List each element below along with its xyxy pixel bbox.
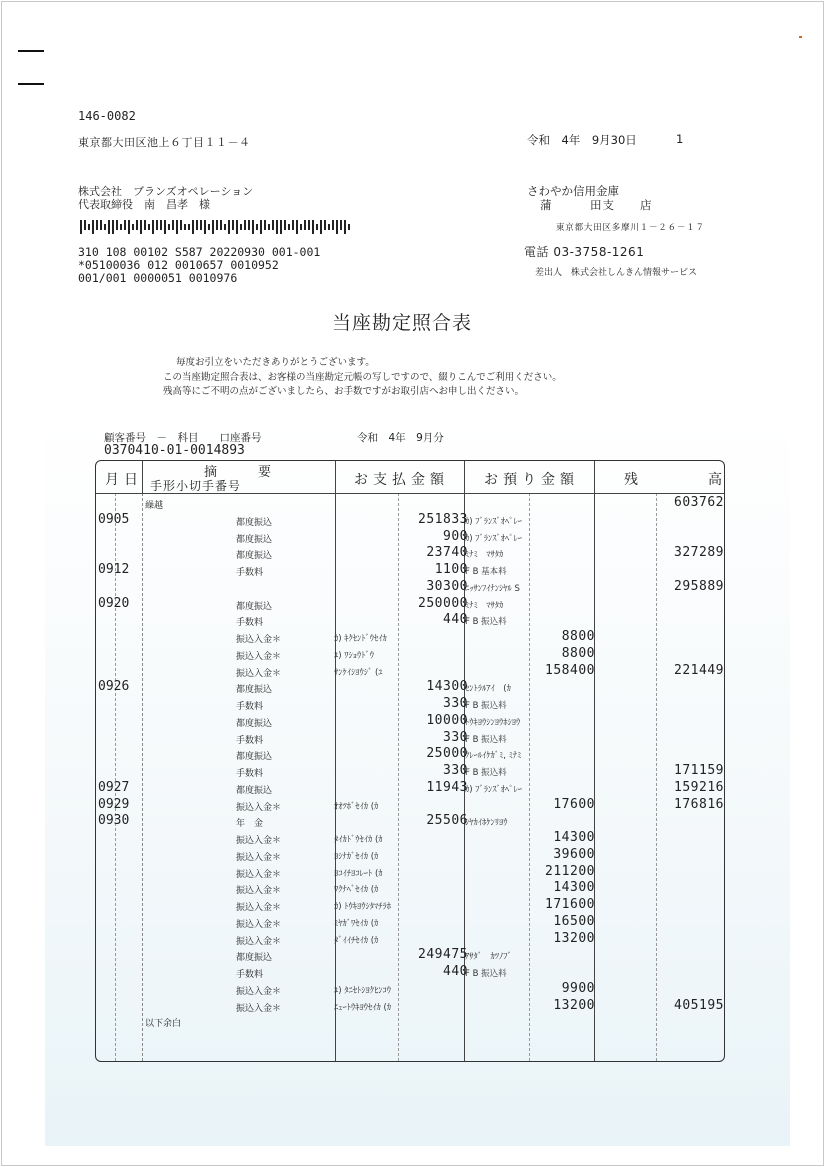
row-deposit: 171600 — [545, 897, 595, 912]
barcode-bar — [168, 224, 170, 230]
row-summary: 振込入金＊ — [236, 1003, 282, 1014]
table-row — [96, 529, 726, 546]
barcode-bar — [316, 224, 318, 230]
row-deposit: 8800 — [561, 629, 595, 644]
barcode-bar — [124, 220, 126, 230]
row-month-day: 0920 — [98, 595, 130, 611]
row-summary: 年 金 — [236, 819, 264, 830]
row-balance: 327289 — [674, 545, 724, 561]
row-summary: 振込入金＊ — [236, 986, 282, 997]
barcode-bar — [100, 220, 102, 230]
row-memo: F B 基本料 — [465, 567, 507, 577]
barcode-bar — [128, 220, 130, 234]
barcode-bar — [240, 224, 242, 230]
row-summary: 振込入金＊ — [236, 919, 282, 930]
barcode-bar — [312, 220, 314, 234]
row-balance: 221449 — [674, 662, 724, 678]
barcode-bar — [260, 220, 262, 234]
barcode-bar — [340, 220, 342, 230]
row-summary: 都度振込 — [236, 685, 273, 696]
row-balance: 295889 — [674, 578, 724, 594]
row-summary: 振込入金＊ — [236, 836, 282, 846]
recipient-company: 株式会社 ブランズオペレーション — [78, 185, 254, 198]
row-payment: 900 — [443, 528, 468, 544]
barcode-bar — [324, 220, 326, 230]
account-number: 0370410-01-0014893 — [104, 443, 245, 458]
barcode-bar — [280, 220, 282, 234]
row-memo: ﾀﾞｲｲﾁｾｲｶ (ｶ — [334, 935, 379, 946]
row-summary: 繰越 — [145, 501, 164, 511]
barcode-bar — [96, 220, 98, 230]
table-row — [96, 495, 726, 512]
barcode-bar — [276, 220, 278, 234]
table-row — [96, 579, 726, 596]
row-balance: 176816 — [674, 796, 724, 812]
barcode-bar — [188, 224, 190, 230]
row-memo: F B 振込料 — [465, 734, 507, 745]
barcode-bar — [204, 220, 206, 234]
barcode-bar — [192, 220, 194, 234]
fold-mark-top — [18, 50, 44, 52]
barcode-bar — [244, 220, 246, 230]
row-payment: 251833 — [418, 511, 468, 527]
barcode-bar — [132, 224, 134, 230]
col-header-summary-sub: 手形小切手番号 — [150, 479, 242, 493]
barcode-bar — [212, 220, 214, 234]
row-deposit: 158400 — [545, 662, 595, 678]
barcode-bar — [148, 224, 150, 230]
row-memo: ﾄｳｷﾖｳｼﾝﾖｳﾎｼﾖｳ — [465, 717, 521, 728]
table-row — [96, 797, 726, 814]
row-memo: ｼﾔｶｲﾎｹﾝﾘﾖｳ — [465, 818, 508, 829]
barcode-bar — [248, 220, 250, 230]
greeting-line-3: 残高等にご不明の点がございましたら、お手数ですがお取引店へお申し出ください。 — [163, 386, 525, 397]
sender-name: 差出人 株式会社しんきん情報サービス — [535, 268, 698, 278]
row-balance: 171159 — [674, 763, 724, 778]
barcode-bar — [80, 220, 82, 234]
barcode-bar — [288, 224, 290, 230]
barcode-bar — [332, 220, 334, 230]
row-month-day: 0927 — [98, 779, 130, 795]
account-number-label: 顧客番号 － 科目 口座番号 — [104, 432, 262, 444]
table-row — [96, 964, 726, 981]
barcode-bar — [164, 220, 166, 234]
row-summary: 振込入金＊ — [236, 651, 282, 662]
recipient-person: 代表取締役 南 昌孝 様 — [78, 198, 210, 211]
barcode-bar — [320, 220, 322, 234]
barcode-bar — [348, 224, 350, 230]
row-memo: ﾐﾅﾐ ﾏｻﾀｶ — [465, 600, 504, 611]
barcode-bar — [232, 220, 234, 230]
table-row — [96, 830, 726, 847]
end-note: 以下余白 — [145, 1019, 182, 1029]
row-balance: 405195 — [674, 997, 724, 1013]
barcode-bar — [256, 224, 258, 230]
barcode-bar — [180, 220, 182, 230]
row-month-day: 0930 — [98, 813, 130, 829]
row-summary: 都度振込 — [236, 785, 273, 796]
barcode-bar — [152, 220, 154, 234]
row-deposit: 8800 — [561, 645, 595, 661]
col-header-summary: 摘 要 — [204, 465, 277, 480]
barcode-bar — [264, 220, 266, 230]
ledger-table — [95, 460, 736, 1062]
row-deposit: 211200 — [545, 863, 595, 879]
row-month-day: 0912 — [98, 562, 130, 577]
row-balance: 603762 — [674, 495, 724, 510]
row-payment: 25000 — [426, 746, 468, 762]
row-payment: 330 — [443, 729, 468, 745]
barcode-bar — [156, 220, 158, 230]
barcode-bar — [84, 220, 86, 230]
barcode-bar — [308, 220, 310, 230]
table-row — [96, 847, 726, 864]
table-row — [96, 612, 726, 629]
row-deposit: 39600 — [553, 846, 595, 862]
barcode-bar — [228, 220, 230, 234]
table-row — [96, 931, 726, 948]
row-memo: ｻﾝｹｲｼﾖｳｼﾞ (ﾕ — [334, 667, 383, 678]
row-summary: 振込入金＊ — [236, 852, 282, 863]
row-deposit: 13200 — [553, 997, 595, 1013]
row-memo: ｶ) ﾄｳｷﾖｳｼﾀﾏﾁﾗﾎ — [334, 902, 392, 912]
barcode-bar — [208, 224, 210, 230]
row-summary: 都度振込 — [236, 953, 273, 964]
row-deposit: 14300 — [553, 880, 595, 896]
table-row — [96, 562, 726, 579]
row-memo: ﾜｸﾅﾍﾞｾｲｶ (ｶ — [334, 885, 379, 896]
barcode-bar — [88, 224, 90, 230]
row-summary: 手数料 — [236, 970, 264, 980]
row-memo: ｸﾚｰﾙｲｹｶﾞﾐ, ﾐﾅﾐ — [465, 751, 522, 762]
row-summary: 都度振込 — [236, 718, 273, 729]
bank-branch: 蒲 田支 店 — [540, 198, 653, 212]
barcode-bar — [272, 220, 274, 230]
barcode-bar — [300, 224, 302, 230]
row-payment: 249475 — [418, 947, 468, 963]
row-payment: 330 — [443, 696, 468, 711]
row-summary: 都度振込 — [236, 601, 273, 612]
stray-mark — [799, 36, 802, 38]
row-payment: 1100 — [434, 562, 468, 577]
row-payment: 330 — [443, 763, 468, 778]
recipient-address: 東京都大田区池上６丁目１１－４ — [78, 136, 251, 149]
row-payment: 30300 — [426, 578, 468, 594]
barcode-bar — [344, 220, 346, 234]
row-summary: 振込入金＊ — [236, 635, 282, 645]
barcode-bar — [296, 220, 298, 234]
barcode-bar — [108, 220, 110, 234]
table-row — [96, 663, 726, 680]
barcode-bar — [216, 220, 218, 230]
row-memo: ﾆｭｰﾄｳｷﾖｳｾｲｶ (ｶ — [334, 1002, 392, 1013]
row-summary: 振込入金＊ — [236, 936, 282, 947]
row-memo: ﾀｲｶﾄﾞｳｾｲｶ (ｶ — [334, 835, 383, 845]
barcode-bar — [144, 220, 146, 230]
barcode-bar — [336, 220, 338, 234]
table-row — [96, 947, 726, 964]
row-deposit: 9900 — [561, 980, 595, 996]
row-payment: 23740 — [426, 545, 468, 561]
table-row — [96, 713, 726, 730]
row-summary: 振込入金＊ — [236, 802, 282, 813]
row-summary: 振込入金＊ — [236, 903, 282, 913]
barcode-bar — [136, 220, 138, 230]
bank-name: さわやか信用金庫 — [527, 184, 619, 198]
row-summary: 振込入金＊ — [236, 886, 282, 897]
row-payment: 440 — [443, 612, 468, 628]
barcode-bar — [252, 220, 254, 234]
table-row — [96, 679, 726, 696]
barcode-bar — [220, 220, 222, 230]
row-payment: 250000 — [418, 595, 468, 611]
row-month-day: 0929 — [98, 796, 130, 812]
greeting-line-1: 毎度お引立をいただきありがとうございます。 — [176, 357, 375, 368]
row-memo: ﾐﾔｶﾞﾜｾｲｶ (ｶ — [334, 918, 379, 929]
table-row — [96, 730, 726, 747]
page-number: 1 — [676, 132, 684, 146]
table-row — [96, 545, 726, 562]
barcode-bar — [236, 220, 238, 234]
greeting-line-2: この当座勘定照合表は、お客様の当座勘定元帳の写しですので、綴りこんでご利用ください。 — [163, 372, 562, 383]
bank-address: 東京都大田区多摩川１－２６－１７ — [556, 223, 705, 233]
row-memo: ﾐﾅﾐ ﾏｻﾀｶ — [465, 550, 504, 561]
row-deposit: 13200 — [553, 930, 595, 946]
row-memo: ｱｻﾀﾞ ｶﾂﾉﾌﾞ — [465, 952, 512, 963]
table-row — [96, 914, 726, 931]
barcode-bar — [224, 224, 226, 230]
table-row — [96, 981, 726, 998]
row-summary: 手数料 — [236, 769, 264, 779]
barcode-bar — [176, 220, 178, 234]
row-summary: 手数料 — [236, 735, 264, 746]
row-memo: F B 振込料 — [465, 969, 507, 979]
row-month-day: 0905 — [98, 511, 130, 527]
statement-period: 令和 4年 9月分 — [357, 432, 444, 444]
row-memo: ﾕ) ﾜｼｮｳﾄﾞｳ — [334, 650, 375, 661]
col-header-deposit: お預り金額 — [484, 472, 579, 488]
row-deposit: 17600 — [553, 796, 595, 812]
row-summary: 都度振込 — [236, 551, 273, 562]
row-memo: ｶ) ﾌﾞﾗﾝｽﾞｵﾍﾟﾚｰ — [465, 784, 523, 795]
row-memo: F B 振込料 — [465, 617, 507, 628]
row-payment: 11943 — [426, 779, 468, 795]
row-memo: ｾﾝﾄﾗﾙｱｲ (ｶ — [465, 684, 511, 695]
row-summary: 手数料 — [236, 618, 264, 629]
barcode-bar — [284, 220, 286, 230]
row-deposit: 16500 — [553, 913, 595, 929]
row-summary: 手数料 — [236, 702, 264, 712]
row-payment: 10000 — [426, 712, 468, 728]
barcode-bar — [200, 220, 202, 230]
table-row — [96, 646, 726, 663]
col-header-payment: お支払金額 — [354, 472, 449, 488]
row-payment: 440 — [443, 964, 468, 979]
row-memo: ﾆｯｻﾝﾌｲﾅﾝｼﾔﾙ S — [465, 583, 520, 594]
postal-code: 146-0082 — [78, 109, 136, 123]
table-row — [96, 512, 726, 529]
table-row — [96, 897, 726, 914]
row-summary: 都度振込 — [236, 534, 273, 545]
row-memo: F B 振込料 — [465, 701, 507, 711]
col-header-balance: 残 高 — [624, 472, 736, 488]
row-memo: ｵｵﾂﾎﾞｾｲｶ (ｶ — [334, 801, 379, 812]
barcode-bar — [120, 224, 122, 230]
row-memo: ｶ) ｷｸｾﾝﾄﾞｳｾｲｶ — [334, 634, 387, 644]
barcode-bar — [172, 220, 174, 230]
row-summary: 手数料 — [236, 568, 264, 578]
mail-code-line-3: 001/001 0000051 0010976 — [78, 271, 238, 285]
barcode-bar — [292, 220, 294, 230]
table-row — [96, 998, 726, 1015]
row-memo: F B 振込料 — [465, 768, 507, 778]
row-deposit: 14300 — [553, 830, 595, 845]
table-row — [96, 880, 726, 897]
row-memo: ﾖｺｲﾁﾖｺﾚｰﾄ (ｶ — [334, 868, 383, 879]
mail-code-line-1: 310 108 00102 S587 20220930 001-001 — [78, 245, 321, 259]
barcode-bar — [160, 220, 162, 230]
row-balance: 159216 — [674, 779, 724, 795]
table-row — [96, 629, 726, 646]
barcode-bar — [268, 224, 270, 230]
barcode-bar — [328, 224, 330, 230]
barcode-bar — [184, 224, 186, 230]
postal-barcode — [80, 219, 352, 233]
row-summary: 都度振込 — [236, 517, 273, 528]
row-summary: 都度振込 — [236, 752, 273, 763]
row-month-day: 0926 — [98, 679, 130, 695]
row-payment: 14300 — [426, 679, 468, 695]
barcode-bar — [92, 220, 94, 234]
document-title: 当座勘定照合表 — [332, 312, 473, 334]
statement-date: 令和 4年 9月30日 — [527, 133, 637, 147]
table-row — [96, 780, 726, 797]
barcode-bar — [104, 224, 106, 230]
table-row — [96, 864, 726, 881]
table-row — [96, 813, 726, 830]
barcode-bar — [304, 220, 306, 230]
row-memo: ﾖｼﾅｶﾞｾｲｶ (ｶ — [334, 851, 379, 862]
bank-phone: 電話 03-3758-1261 — [524, 245, 645, 259]
row-memo: ｶ) ﾌﾞﾗﾝｽﾞｵﾍﾟﾚｰ — [465, 533, 523, 544]
row-payment: 25506 — [426, 813, 468, 829]
col-header-month-day: 月日 — [105, 472, 143, 488]
table-row — [96, 696, 726, 713]
barcode-bar — [140, 220, 142, 234]
table-row — [96, 763, 726, 780]
table-row — [96, 596, 726, 613]
row-summary: 振込入金＊ — [236, 869, 282, 880]
barcode-bar — [112, 220, 114, 234]
row-memo: ｶ) ﾌﾞﾗﾝｽﾞｵﾍﾟﾚｰ — [465, 516, 523, 527]
barcode-bar — [116, 220, 118, 230]
row-memo: ﾕ) ﾀﾆｾﾄｼﾖｸﾋﾝｺｳ — [334, 985, 392, 996]
fold-mark-bottom — [18, 83, 44, 85]
row-summary: 振込入金＊ — [236, 668, 282, 679]
barcode-bar — [196, 220, 198, 230]
table-row — [96, 746, 726, 763]
mail-code-line-2: *05100036 012 0010657 0010952 — [78, 258, 279, 272]
